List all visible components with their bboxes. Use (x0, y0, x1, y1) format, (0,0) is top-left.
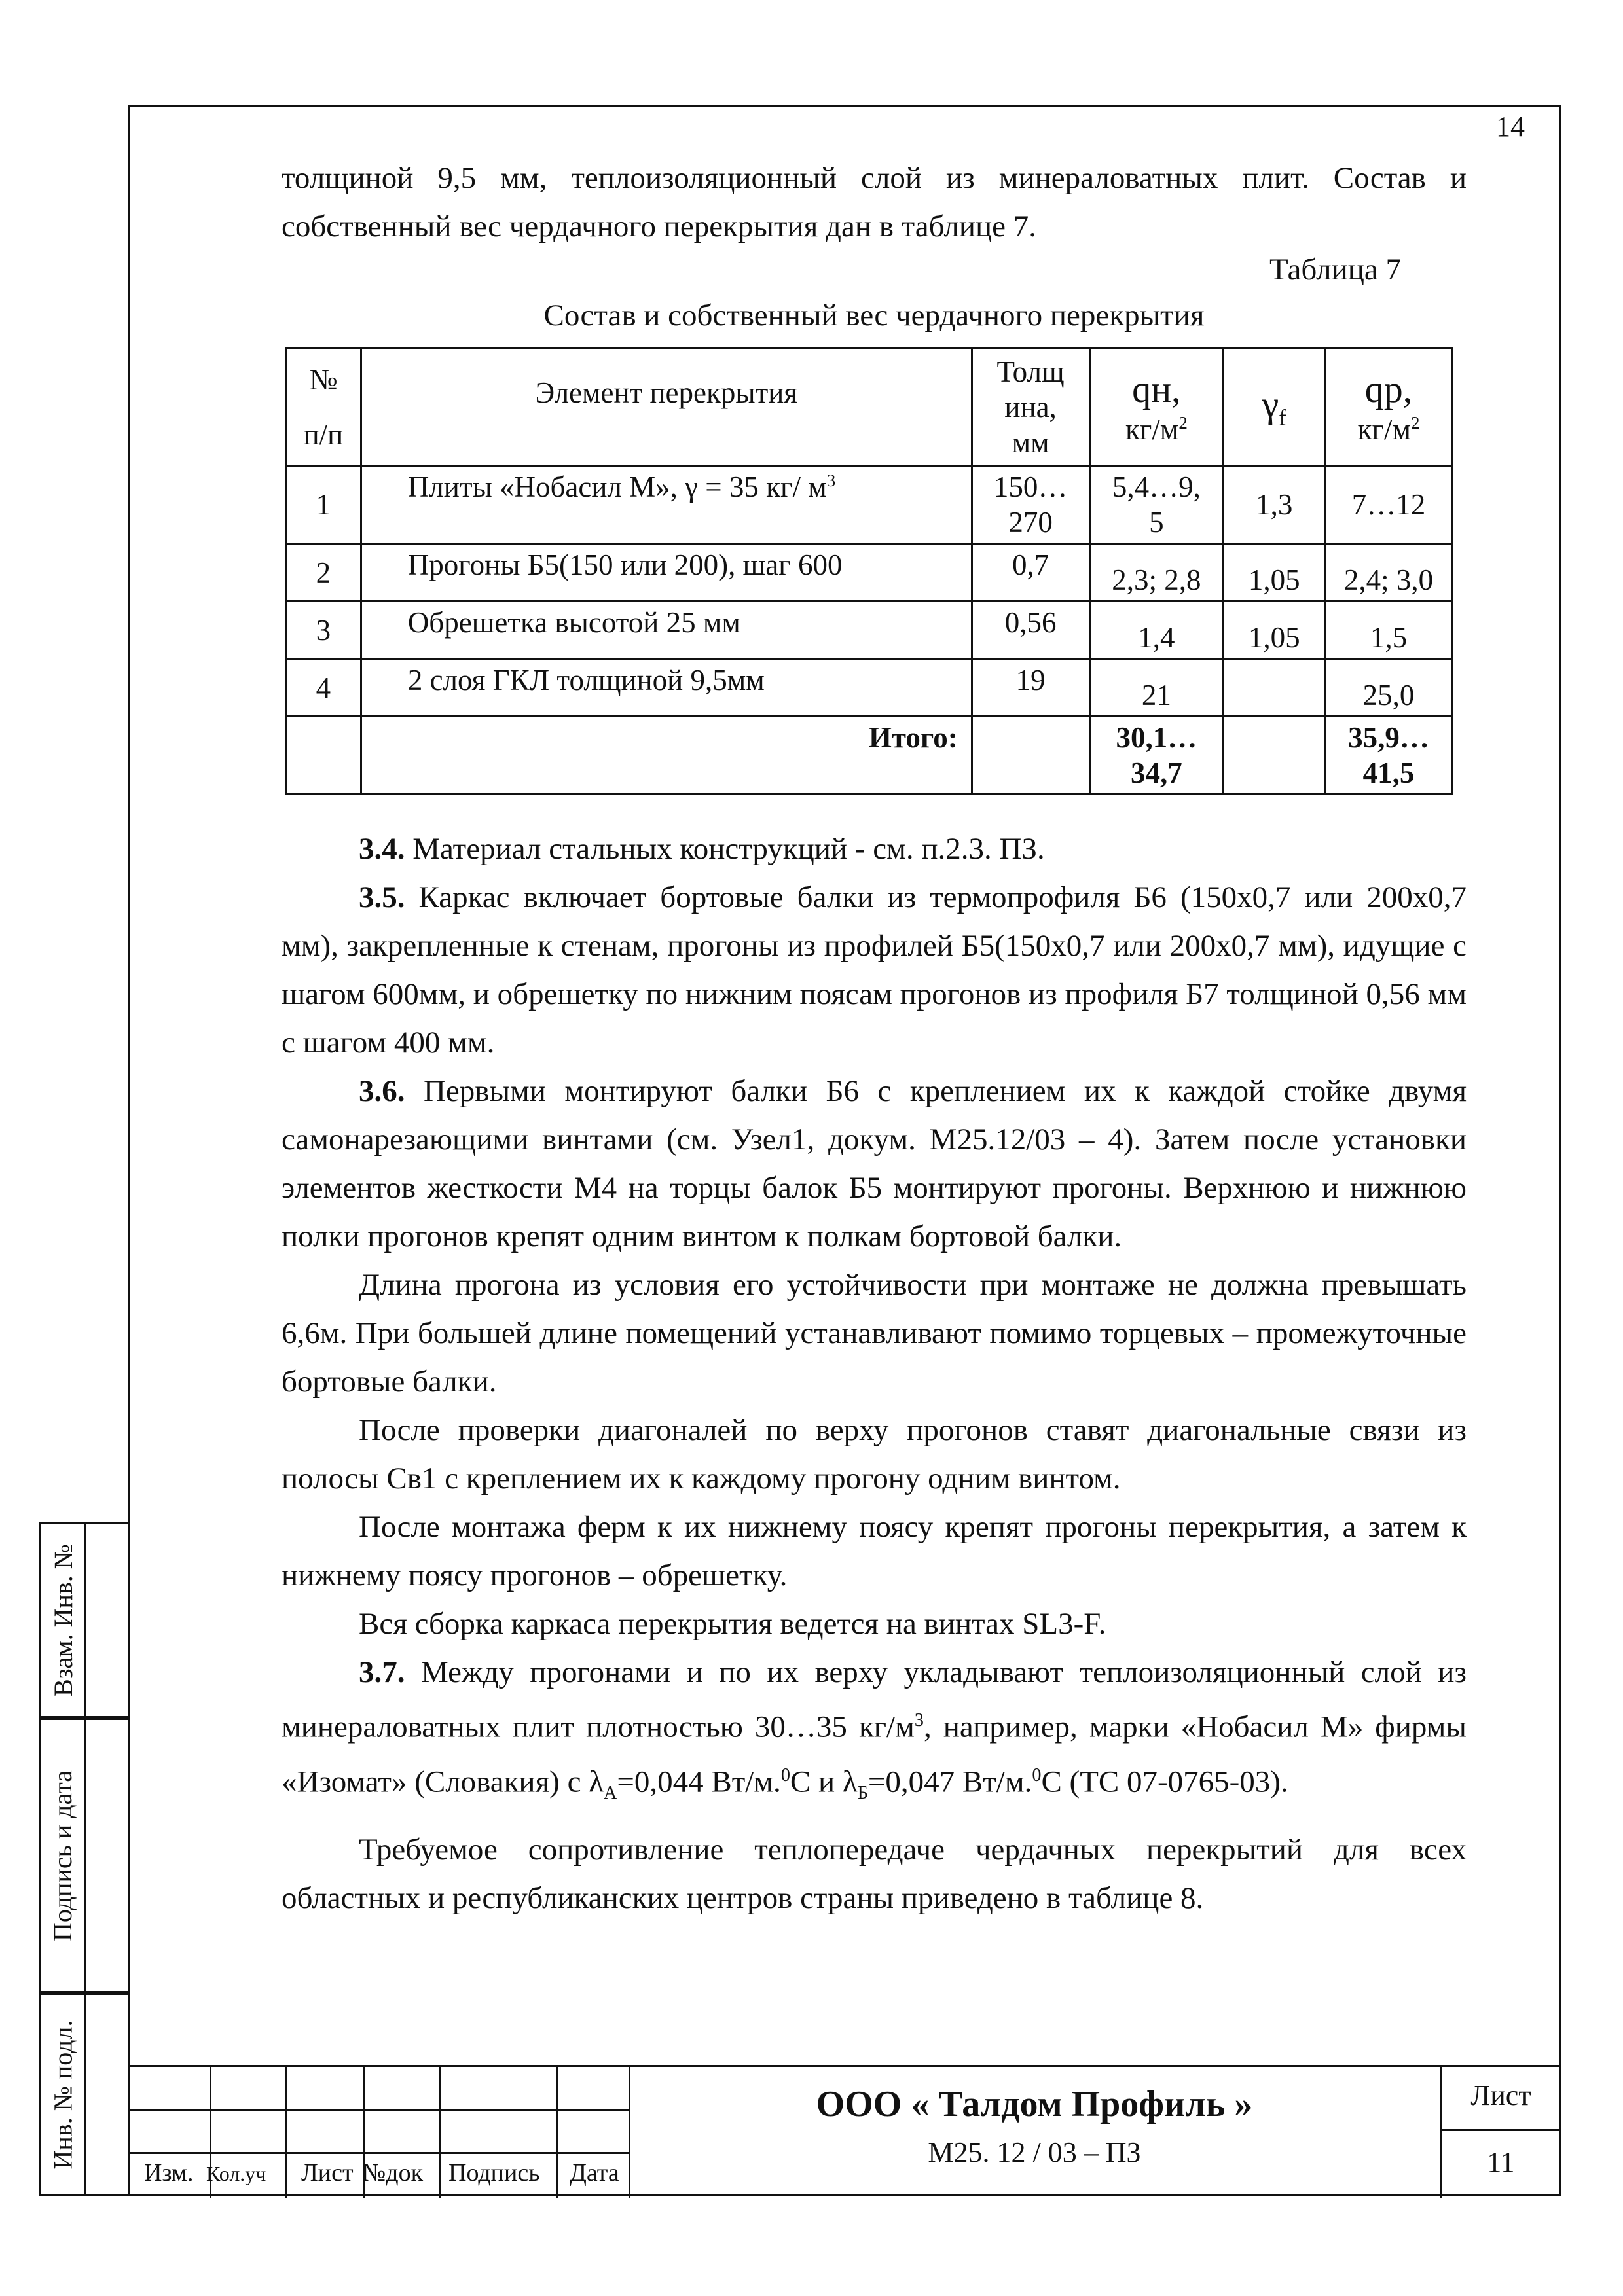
header-thickness-line1: Толщ (996, 355, 1065, 388)
tb-col-podpis: Подпись (448, 2159, 540, 2187)
table-row (286, 659, 1453, 717)
section-3-7-sub-a: А (604, 1782, 617, 1803)
tb-col-kol: Кол.уч (206, 2162, 266, 2185)
table-row (286, 466, 1453, 544)
intro-paragraph (282, 154, 1467, 251)
row1-qn (1089, 466, 1224, 544)
total-qp-line1: 35,9… (1348, 721, 1429, 754)
row1-qn-line2: 5 (1149, 506, 1164, 539)
row1-thickness-line2: 270 (1008, 506, 1053, 539)
total-qn (1089, 717, 1224, 795)
paragraph-diagonals: После проверки диагоналей по верху прогонов ставят диагональные связи из полосы Св1 с креплением их к каждому прогону одним винтом. (282, 1413, 1467, 1496)
paragraph-length: Длина прогона из условия его устойчивости при монтаже не должна превышать 6,6м. При большей длине помещений устанавливают помимо торцевых – промежуточные бортовые балки. (282, 1268, 1467, 1399)
row3-qn: 1,4 (1089, 601, 1224, 659)
body-text (282, 825, 1467, 1922)
row3-thickness: 0,56 (972, 601, 1089, 659)
total-empty-gamma (1224, 717, 1325, 795)
section-3-4 (282, 825, 1467, 873)
section-3-7-sup: 3 (914, 1710, 924, 1731)
row4-qn: 21 (1089, 659, 1224, 717)
section-3-6 (282, 1067, 1467, 1261)
side-stamp-vzam (39, 1522, 128, 1718)
section-3-6-number: 3.6. (359, 1074, 405, 1108)
total-empty-num (286, 717, 361, 795)
section-3-7-sub-b: Б (857, 1782, 868, 1803)
intro-text: толщиной 9,5 мм, теплоизоляционный слой из минераловатных плит. Состав и собственный вес чердачного перекрытия дан в таблице 7. (282, 161, 1467, 243)
row2-thickness: 0,7 (972, 544, 1089, 601)
table-label: Таблица 7 (1269, 253, 1401, 287)
header-num-line2: п/п (303, 418, 344, 451)
tb-col-ndok: №док (362, 2159, 424, 2187)
row2-element: Прогоны Б5(150 или 200), шаг 600 (361, 544, 972, 601)
row1-thickness-line1: 150… (993, 471, 1068, 503)
company-name: ООО « Талдом Профиль » (816, 2084, 1253, 2125)
header-gamma (1224, 348, 1325, 466)
header-qn-sup: 2 (1178, 413, 1188, 433)
sheet-number: 11 (1487, 2146, 1515, 2178)
total-label: Итого: (361, 717, 972, 795)
title-block (128, 2065, 1561, 2196)
section-3-7-text-d: С и λ (790, 1765, 858, 1799)
row2-qn: 2,3; 2,8 (1089, 544, 1224, 601)
row4-qp: 25,0 (1325, 659, 1453, 717)
row3-gamma: 1,05 (1224, 601, 1325, 659)
tb-line (128, 2152, 629, 2154)
header-qp-symbol: qр, (1364, 367, 1413, 410)
row3-qp: 1,5 (1325, 601, 1453, 659)
side-stamp-inv (39, 1993, 128, 2196)
document-code: М25. 12 / 03 – ПЗ (928, 2136, 1141, 2168)
row1-num: 1 (286, 466, 361, 544)
row2-gamma: 1,05 (1224, 544, 1325, 601)
table-title: Состав и собственный вес чердачного перекрытия (543, 298, 1205, 332)
tb-line (1440, 2129, 1561, 2131)
side-stamp-signature (39, 1718, 128, 1993)
row1-element-text: Плиты «Нобасил М», γ = 35 кг/ м (407, 471, 827, 503)
total-qn-line1: 30,1… (1116, 721, 1197, 754)
header-qp-sup: 2 (1410, 413, 1420, 433)
total-qn-line2: 34,7 (1131, 757, 1182, 789)
row4-element: 2 слоя ГКЛ толщиной 9,5мм (361, 659, 972, 717)
section-3-7-text-e: =0,047 Вт/м. (867, 1765, 1032, 1799)
table-header-row (286, 348, 1453, 466)
paragraph-trusses: После монтажа ферм к их нижнему поясу крепят прогоны перекрытия, а затем к нижнему поясу прогонов – обрешетку. (282, 1510, 1467, 1592)
section-3-5 (282, 873, 1467, 1067)
header-thickness (972, 348, 1089, 466)
table-row (286, 601, 1453, 659)
side-stamp-vzam-label: Взам. Инв. № (48, 1543, 78, 1696)
header-gamma-sub: f (1279, 404, 1286, 431)
row1-qp: 7…12 (1325, 466, 1453, 544)
row1-gamma: 1,3 (1224, 466, 1325, 544)
header-element: Элемент перекрытия (361, 348, 972, 466)
tb-line (128, 2109, 629, 2111)
side-stamp-signature-label-cell (41, 1720, 86, 1991)
row1-thickness (972, 466, 1089, 544)
section-3-7-text-f: С (ТС 07-0765-03). (1041, 1765, 1288, 1799)
section-3-7-text-b: , например, марки «Нобасил М» фирмы «Изомат» (Словакия) с λ (282, 1710, 1467, 1799)
total-empty-thickness (972, 717, 1089, 795)
header-qn-symbol: qн, (1132, 367, 1181, 410)
row1-element-sup: 3 (826, 471, 836, 490)
tb-col-data: Дата (570, 2159, 619, 2187)
header-num-line1: № (309, 363, 338, 396)
tb-col-izm: Изм. (144, 2159, 194, 2187)
paragraph-requirement: Требуемое сопротивление теплопередаче чердачных перекрытий для всех областных и республиканских центров страны приведено в таблице 8. (282, 1832, 1467, 1915)
section-3-7-text-a: Между прогонами и по их верху укладывают теплоизоляционный слой из минераловатных плит плотностью 30…35 кг/м (282, 1655, 1467, 1744)
table-row (286, 544, 1453, 601)
row3-num: 3 (286, 601, 361, 659)
side-stamp-inv-label: Инв. № подл. (48, 2020, 78, 2169)
section-3-7-deg-1: 0 (780, 1765, 790, 1785)
row3-element: Обрешетка высотой 25 мм (361, 601, 972, 659)
row4-thickness: 19 (972, 659, 1089, 717)
header-thickness-line3: мм (1012, 425, 1049, 459)
row2-qp: 2,4; 3,0 (1325, 544, 1453, 601)
row2-num: 2 (286, 544, 361, 601)
sheet-label: Лист (1470, 2079, 1531, 2111)
tb-line (556, 2067, 558, 2198)
row4-num: 4 (286, 659, 361, 717)
header-gamma-symbol: γ (1262, 383, 1279, 426)
header-qp (1325, 348, 1453, 466)
section-3-7-text-c: =0,044 Вт/м. (617, 1765, 781, 1799)
row1-qn-line1: 5,4…9, (1112, 471, 1201, 503)
row1-element (361, 466, 972, 544)
header-num (286, 348, 361, 466)
row4-gamma (1224, 659, 1325, 717)
section-3-4-number: 3.4. (359, 832, 405, 866)
side-stamp-vzam-label-cell (41, 1524, 86, 1716)
total-qp-line2: 41,5 (1362, 757, 1415, 789)
section-3-6-text: Первыми монтируют балки Б6 с креплением их к каждой стойке двумя самонарезающими винтами (см. Узел1, докум. М25.12/03 – 4). Затем после установки элементов жесткости М4 на торцы балок Б5 монтируют прогоны. Верхнюю и нижнюю полки прогонов крепят одним винтом к полкам бортовой балки. (282, 1074, 1467, 1253)
header-qn-unit: кг/м (1125, 413, 1179, 446)
section-3-7 (282, 1648, 1467, 1818)
composition-table (285, 347, 1453, 795)
side-stamp-signature-label: Подпись и дата (48, 1770, 78, 1941)
section-3-5-number: 3.5. (359, 880, 405, 914)
header-qn (1089, 348, 1224, 466)
total-qp (1325, 717, 1453, 795)
section-3-4-text: Материал стальных конструкций - см. п.2.3. ПЗ. (405, 832, 1045, 866)
page-number: 14 (1496, 111, 1525, 143)
section-3-7-number: 3.7. (359, 1655, 405, 1689)
tb-col-list: Лист (301, 2159, 354, 2187)
header-qp-unit: кг/м (1357, 413, 1411, 446)
section-3-5-text: Каркас включает бортовые балки из термопрофиля Б6 (150х0,7 или 200х0,7 мм), закрепленные к стенам, прогоны из профилей Б5(150х0,7 или 200х0,7 мм), идущие с шагом 600мм, и обрешетку по нижним поясам прогонов из профиля Б7 толщиной 0,56 мм с шагом 400 мм. (282, 880, 1467, 1060)
paragraph-screws: Вся сборка каркаса перекрытия ведется на винтах SL3-F. (359, 1607, 1106, 1641)
header-thickness-line2: ина, (1004, 390, 1057, 423)
section-3-7-deg-2: 0 (1032, 1765, 1042, 1785)
side-stamp-inv-label-cell (41, 1995, 86, 2194)
table-total-row (286, 717, 1453, 795)
